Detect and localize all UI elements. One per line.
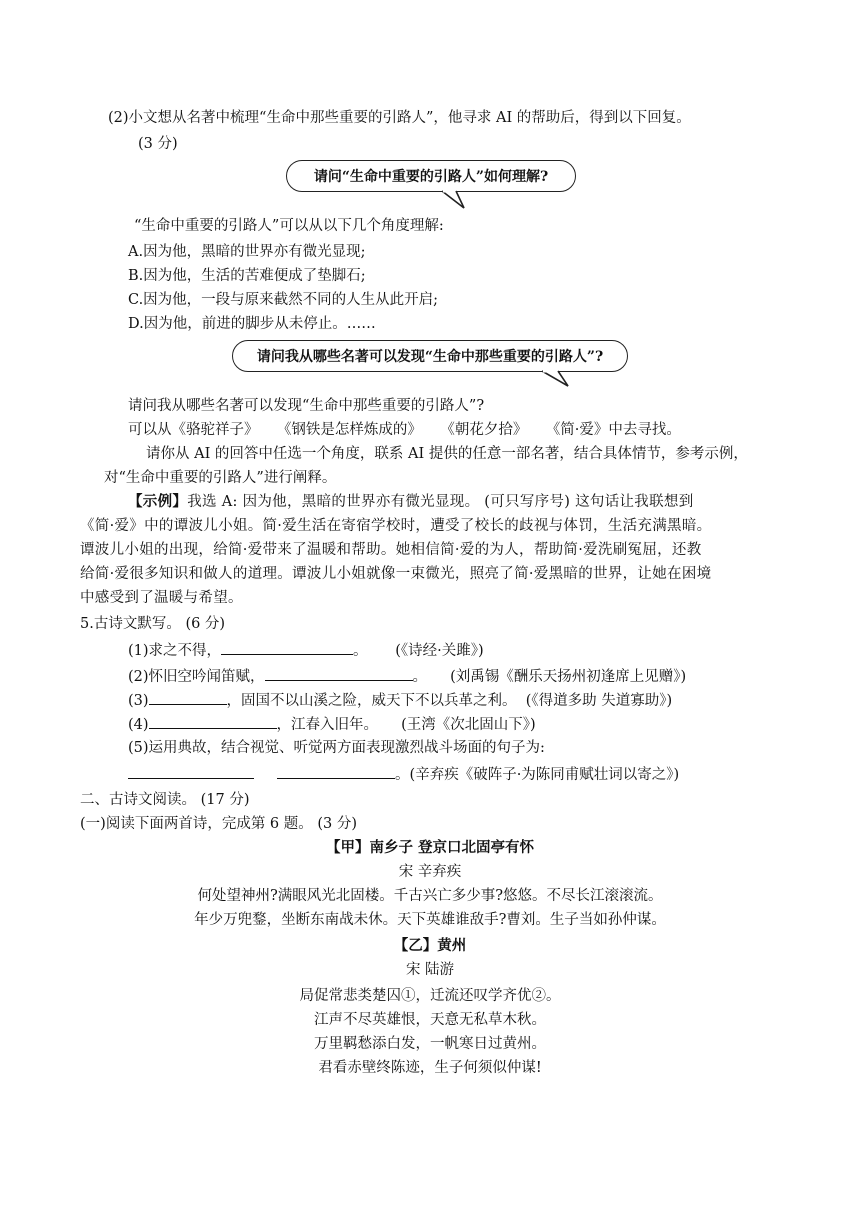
bubble-tail-2 [540, 370, 574, 388]
answer-blank[interactable] [265, 666, 413, 681]
answer-blank[interactable] [149, 690, 227, 705]
section2-subtitle: (一)阅读下面两首诗，完成第 6 题。 (3 分) [80, 816, 358, 832]
q5-title: 5.古诗文默写。 (6 分) [80, 616, 226, 632]
poem-b-title: 【乙】黄州 [393, 938, 467, 954]
book-3: 《朝花夕拾》 [440, 422, 528, 438]
chat-bubble-question-1 [286, 160, 576, 192]
example-line-1: 【示例】我选 A: 因为他，黑暗的世界亦有微光显现。 (可只写序号) 这句话让我联想到 [128, 493, 694, 510]
chat-bubble-text: 请问“生命中重要的引路人”如何理解? [313, 169, 549, 185]
q5-item-2: (2)怀旧空吟闻笛赋， 。 (刘禹锡《酬乐天扬州初逢席上见赠》) [128, 666, 686, 687]
example-line-3: 谭波儿小姐的出现，给简·爱带来了温暖和帮助。她相信简·爱的为人，帮助简·爱洗刷冤屈，还教 [80, 542, 702, 558]
poem-b-line-2: 江声不尽英雄恨，天意无私草木秋。 [314, 1012, 546, 1028]
task-line2: 对“生命中重要的引路人”进行阐释。 [104, 470, 337, 486]
source: (王湾《次北固山下》) [401, 717, 536, 733]
q2-answer-intro: “生命中重要的引路人”可以从以下几个角度理解: [134, 218, 444, 234]
poem-b-line-3: 万里羁愁添白发，一帆寒日过黄州。 [314, 1036, 546, 1052]
source: (《得道多助 失道寡助》) [525, 693, 673, 709]
q2-prompt-line1: (2)小文想从名著中梳理“生命中那些重要的引路人”，他寻求 AI 的帮助后，得到以下回复。 [108, 110, 691, 126]
answer-blank[interactable] [128, 764, 254, 779]
poem-b-author: 宋 陆游 [405, 962, 455, 978]
answer-blank[interactable] [221, 640, 353, 655]
source: 。(辛弃疾《破阵子·为陈同甫赋壮词以寄之》) [395, 767, 680, 783]
example-label: 【示例】 [128, 493, 188, 510]
poem-b-line-4: 君看赤壁终陈迹，生子何须似仲谋! [318, 1060, 542, 1076]
source: (刘禹锡《酬乐天扬州初逢席上见赠》) [450, 669, 687, 685]
q2-score: (3 分) [138, 136, 178, 152]
section2-title: 二、古诗文阅读。 (17 分) [80, 792, 250, 808]
chat-bubble-text: 请问我从哪些名著可以发现“生命中那些重要的引路人”? [256, 349, 604, 365]
q2-ask-repeat: 请问我从哪些名著可以发现“生命中那些重要的引路人”? [128, 398, 485, 414]
book-2: 《钢铁是怎样炼成的》 [276, 422, 422, 438]
option-c: C.因为他，一段与原来截然不同的人生从此开启; [128, 292, 439, 308]
example-line-4: 给简·爱很多知识和做人的道理。谭波儿小姐就像一束微光，照亮了简·爱黑暗的世界，让她在困境 [80, 566, 712, 582]
q5-item-5-blanks [128, 764, 679, 785]
q5-item-4: (4) ，江春入旧年。 (王湾《次北固山下》) [128, 714, 536, 735]
source: (《诗经·关雎》) [395, 643, 484, 659]
option-d: D.因为他，前进的脚步从未停止。…… [128, 316, 376, 332]
example-line-5: 中感受到了温暖与希望。 [80, 590, 243, 606]
book-1: 可以从《骆驼祥子》 [128, 422, 259, 438]
book-list [128, 420, 681, 440]
poem-a-line-2: 年少万兜鍪，坐断东南战未休。天下英雄谁敌手?曹刘。生子当如孙仲谋。 [194, 912, 666, 928]
poem-a-line-1: 何处望神州?满眼风光北固楼。千古兴亡多少事?悠悠。不尽长江滚滚流。 [197, 888, 663, 904]
poem-a-author: 宋 辛弃疾 [398, 864, 462, 880]
option-a: A.因为他，黑暗的世界亦有微光显现; [128, 244, 366, 260]
q5-item-1: (1)求之不得， 。 (《诗经·关雎》) [128, 640, 484, 661]
answer-blank[interactable] [149, 714, 277, 729]
q5-item-5: (5)运用典故，结合视觉、听觉两方面表现激烈战斗场面的句子为: [128, 740, 545, 756]
option-b: B.因为他，生活的苦难便成了垫脚石; [128, 268, 366, 284]
task-line1: 请你从 AI 的回答中任选一个角度，联系 AI 提供的任意一部名著，结合具体情节，参考示例， [146, 446, 748, 462]
poem-b-line-1: 局促常悲类楚囚①，迁流还叹学齐优②。 [299, 988, 561, 1004]
book-4: 《简·爱》中去寻找。 [545, 422, 681, 438]
q5-item-3: (3) ，固国不以山溪之险，威天下不以兵革之利。 (《得道多助 失道寡助》) [128, 690, 672, 711]
poem-a-title: 【甲】南乡子 登京口北固亭有怀 [325, 840, 535, 856]
example-line-2: 《简·爱》中的谭波儿小姐。简·爱生活在寄宿学校时，遭受了校长的歧视与体罚，生活充满黑暗。 [80, 518, 712, 534]
bubble-tail-1 [440, 190, 470, 210]
chat-bubble-question-2 [232, 340, 628, 372]
answer-blank[interactable] [277, 764, 395, 779]
